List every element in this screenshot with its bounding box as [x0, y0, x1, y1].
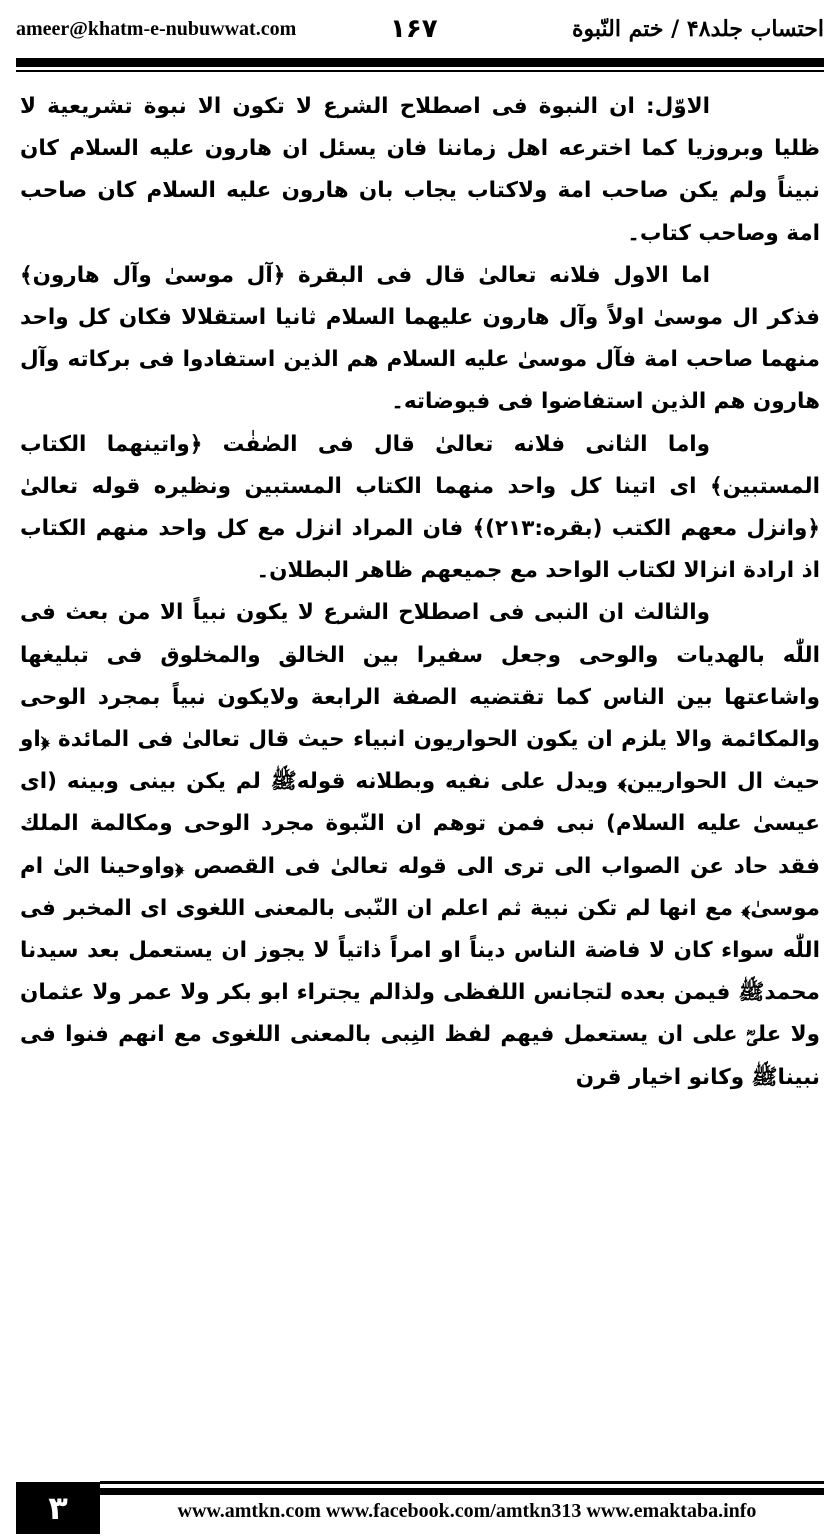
running-title: احتساب جلد۴۸ / ختم النّبوة: [571, 16, 824, 42]
header-rule-thin: [16, 70, 824, 72]
paragraph-3: واما الثانى فلانه تعالىٰ قال فى الصٰفٰت ﴿واتينهما الكتاب المستبين﴾ اى اتينا كل واحد منهما الكتاب المستبين ونظيره قوله تعالىٰ ﴿وانزل معهم الكتب (بقره:۲۱۳)﴾ فان المراد انزل مع كل واحد منهم الكتاب اذ ارادة انزالا لكتاب الواحد مع جميعهم ظاهر البطلان۔: [20, 431, 820, 584]
footer-links: www.amtkn.com www.facebook.com/amtkn313 www.emaktaba.info: [177, 1500, 757, 1522]
body-text: [20, 86, 820, 1099]
footer-rule-thick: [100, 1488, 824, 1495]
footer-page-label: ۳: [16, 1482, 100, 1534]
header-rule-thick: [16, 58, 824, 67]
paragraph-4: والثالث ان النبى فى اصطلاح الشرع لا يكون نبياً الا من بعث فى اللّٰه بالهديات والوحى وجعل سفيرا بين الخالق والمخلوق فى تبليغها واشاعتها بين الناس كما تقتضيه الصفة الرابعة ولايكون نبياً بمجرد الوحى والمكائمة والا يلزم ان يكون الحواريون انبياء حيث قال تعالىٰ فى المائدة ﴿او حيث ال الحواريين﴾ ويدل على نفيه وبطلانه قولهﷺ لم يكن بينى وبينه (اى عيسىٰ عليه السلام) نبى فمن توهم ان النّبوة مجرد الوحى ومكالمة الملك فقد حاد عن الصواب الى ترى الى قوله تعالىٰ فى القصص ﴿واوحينا الىٰ ام موسىٰ﴾ مع انها لم تكن نبية ثم اعلم ان النّبى بالمعنى اللغوى اى المخبر فى اللّٰه سواء كان لا فاضة الناس ديناً او امراً ذاتياً لا يجوز ان يستعمل بعد سيدنا محمدﷺ فيمن بعده لتجانس اللفظى ولذالم يجتراء ابو بكر ولا عمر ولا عثمان ولا علیؓ على ان يستعمل فيهم لفظ النِبى بالمعنى اللغوى مع انهم فنوا فى نبيناﷺ وكانو اخيار قرن: [20, 600, 820, 1090]
footer-rule-thin: [100, 1481, 824, 1484]
page-header: [16, 14, 824, 50]
paragraph-2: اما الاول فلانه تعالىٰ قال فى البقرة ﴿آل موسىٰ وآل هارون﴾ فذكر ال موسىٰ اولاً وآل هارون عليهما السلام ثانيا استقلالا فكان كل واحد منهما صاحب امة فآل موسىٰ عليه السلام هم الذين استفادوا فى بركاته وآل هارون هم الذين استفاضوا فى فيوضاته۔: [20, 262, 820, 415]
header-email: ameer@khatm-e-nubuwwat.com: [16, 18, 297, 40]
paragraph-1: الاوّل: ان النبوة فى اصطلاح الشرع لا تكون الا نبوة تشريعية لا ظليا وبروزيا كما اخترعه اهل زماننا فان يسئل ان هارون عليه السلام كان نبيناً ولم يكن صاحب امة ولاكتاب يجاب بان هارون عليه السلام كان صاحب امة وصاحب كتاب۔: [20, 94, 820, 246]
page-number: ۱۶۷: [390, 14, 438, 44]
